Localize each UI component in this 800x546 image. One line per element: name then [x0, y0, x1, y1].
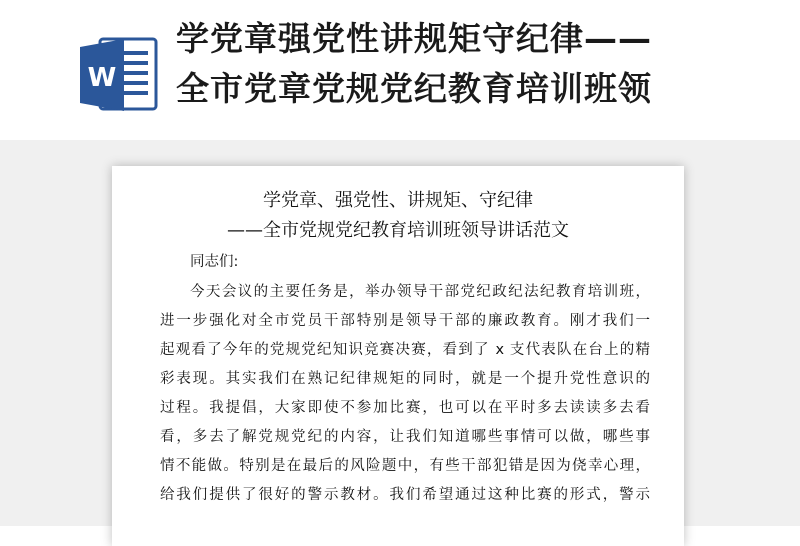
body-line: 起观看了今年的党规党纪知识竞赛决赛，看到了 x 支代表队在台上的精: [160, 342, 650, 358]
word-document-icon: [78, 33, 158, 113]
body-line: 看，多去了解党规党纪的内容，让我们知道哪些事情可以做，哪些事: [160, 429, 650, 445]
body-line: 给我们提供了很好的警示教材。我们希望通过这种比赛的形式，警示: [160, 487, 650, 503]
greeting: 同志们:: [190, 254, 239, 270]
body-line: 进一步强化对全市党员干部特别是领导干部的廉政教育。刚才我们一: [160, 313, 650, 329]
document-page: [112, 166, 684, 546]
body-line: 彩表现。其实我们在熟记纪律规矩的同时，就是一个提升党性意识的: [160, 371, 650, 387]
svg-text:W: W: [87, 63, 117, 93]
title-line-2: 全市党章党规党纪教育培训班领: [176, 69, 652, 108]
body-line: 今天会议的主要任务是，举办领导干部党纪政纪法纪教育培训班，: [190, 284, 650, 300]
document-title-line-2: ——全市党规党纪教育培训班领导讲话范文: [227, 220, 569, 241]
body-line: 过程。我提倡，大家即使不参加比赛，也可以在平时多去读读多去看: [160, 400, 650, 416]
body-line: 情不能做。特别是在最后的风险题中，有些干部犯错是因为侥幸心理，: [160, 458, 650, 474]
page-title: [176, 14, 786, 114]
document-title-line-1: 学党章、强党性、讲规矩、守纪律: [263, 190, 533, 211]
title-line-1: 学党章强党性讲规矩守纪律——: [176, 19, 652, 58]
header-banner: [0, 0, 800, 140]
